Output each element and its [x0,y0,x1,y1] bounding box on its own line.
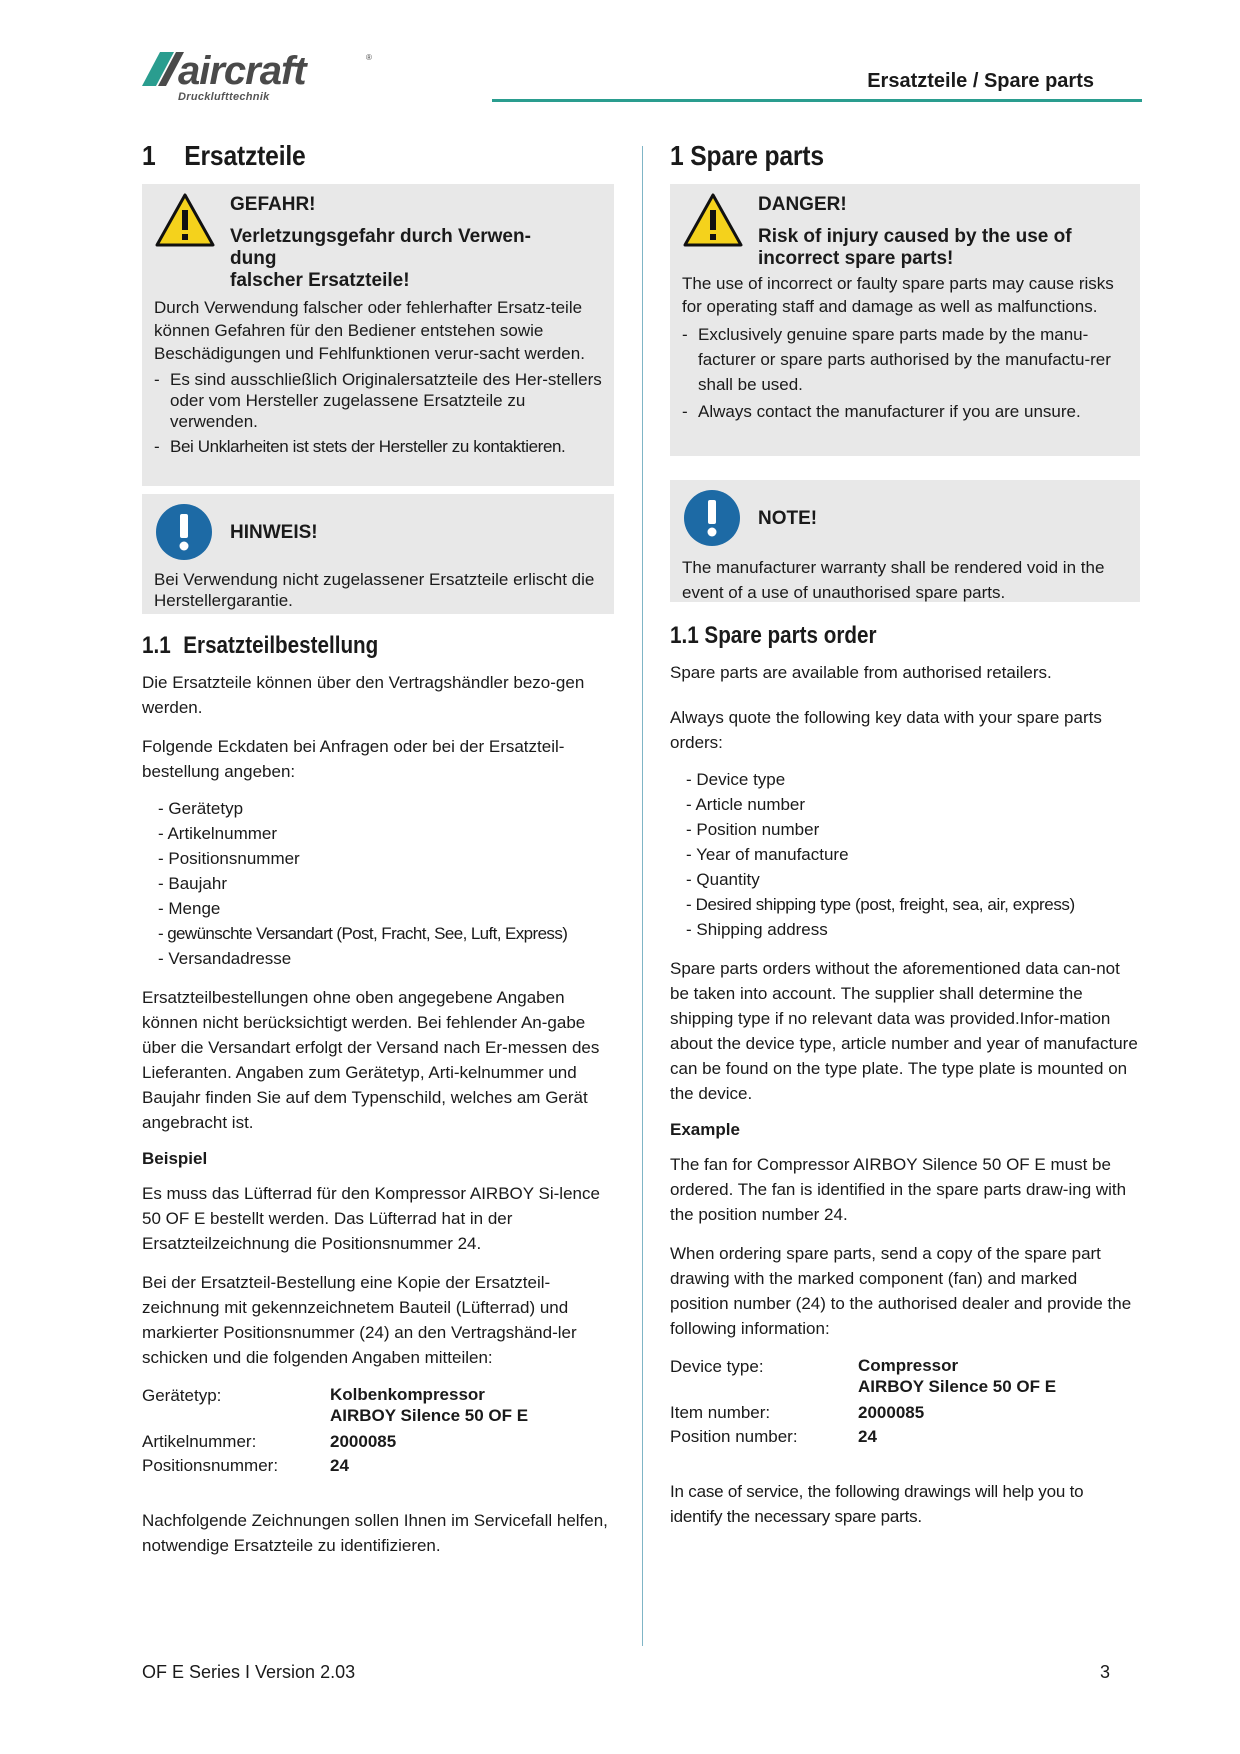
danger-title [230,226,602,292]
table-row [670,1397,1056,1425]
list-item: - Device type [686,767,1140,792]
list-item: - Positionsnummer [158,846,614,871]
danger-text: Durch Verwendung falscher oder fehlerhafter Ersatz-teile können Gefahren für den Bediener entstehen sowie Beschädigungen und Fehlfunktionen verur-sacht werden. [154,298,585,363]
paragraph: Nachfolgende Zeichnungen sollen Ihnen im Servicefall helfen, notwendige Ersatzteile zu identifizieren. [142,1511,608,1555]
list-item: - Gerätetyp [158,796,614,821]
example-label: Example [670,1120,740,1139]
danger-title-line1: Risk of injury caused by the use of [758,226,1072,247]
subsection-title: Ersatzteilbestellung [183,632,379,659]
paragraph: Ersatzteilbestellungen ohne oben angegebene Angaben können nicht berücksichtigt werden. Bei fehlender An-gabe über die Versandart erfolgt der Versand nach Er-messen des Lieferanten. Angaben zum Gerätetyp, Arti-kelnummer und Baujahr finden Sie auf dem Typenschild, welches am Gerät angebracht ist. [142,988,600,1132]
note-text: Bei Verwendung nicht zugelassener Ersatzteile erlischt die Herstellergarantie. [154,570,595,610]
paragraph: When ordering spare parts, send a copy of the spare part drawing with the marked component (fan) and marked position number (24) to the authorised dealer and provide the following information: [670,1244,1132,1338]
header-divider [492,99,1142,102]
paragraph: Always quote the following key data with your spare parts orders: [670,708,1102,752]
paragraph: Spare parts are available from authorised retailers. [670,663,1052,682]
info-exclamation-icon [154,502,230,567]
example-label: Beispiel [142,1149,208,1168]
section-number: 1 [142,140,156,171]
position-number-value: 24 [858,1427,877,1446]
device-type-line1: Kolbenkompressor [330,1385,485,1404]
key-data-list [686,767,1140,942]
paragraph: Die Ersatzteile können über den Vertragshändler bezo-gen werden. [142,673,585,717]
position-number-label: Positionsnummer: [142,1456,279,1475]
danger-title-line1: Verletzungsgefahr durch Verwen- [230,226,531,247]
column-divider [642,146,643,1646]
danger-text: The use of incorrect or faulty spare parts may cause risks for operating staff and damage as well as malfunctions. [682,274,1114,316]
list-item: - Position number [686,817,1140,842]
danger-title-line3: falscher Ersatzteile! [230,270,410,291]
subsection-heading [142,632,548,660]
danger-box [670,184,1140,456]
aircraft-logo [140,46,380,106]
danger-bullet: - Es sind ausschließlich Originalersatzteile des Her-stellers oder vom Hersteller zugelassene Ersatzteile zu verwenden. [154,369,602,432]
footer-version: OF E Series I Version 2.03 [142,1662,356,1682]
item-number-value: 2000085 [858,1403,925,1422]
device-type-value [330,1384,528,1426]
page-header-title: Ersatzteile / Spare parts [867,70,1094,92]
danger-signal-word: DANGER! [758,194,847,215]
position-number-value: 24 [330,1456,349,1475]
english-column [670,140,1140,1543]
list-item: - Desired shipping type (post, freight, sea, air, express) [686,892,1140,917]
section-heading [142,140,557,172]
danger-bullet: - Exclusively genuine spare parts made by the manu-facturer or spare parts authorised by the manufactu-rer shall be used. [682,322,1128,397]
logo-mark [140,46,380,96]
subsection-number: 1.1 [142,632,171,659]
list-item: - Artikelnummer [158,821,614,846]
item-number-label: Item number: [670,1403,771,1422]
list-item: - Versandadresse [158,946,614,971]
page-number: 3 [1099,1662,1110,1682]
device-type-line2: AIRBOY Silence 50 OF E [330,1406,529,1425]
list-item: - Menge [158,896,614,921]
table-row [670,1355,1056,1397]
note-signal-word: HINWEIS! [230,522,318,543]
device-type-label: Device type: [670,1357,764,1376]
list-item: - gewünschte Versandart (Post, Fracht, See, Luft, Express) [158,921,614,946]
paragraph: The fan for Compressor AIRBOY Silence 50 OF E must be ordered. The fan is identified in the spare parts draw-ing with the position number 24. [670,1155,1127,1224]
danger-box [142,184,614,486]
danger-signal-word: GEFAHR! [230,194,316,215]
list-item: - Year of manufacture [686,842,1140,867]
key-data-list [158,796,614,971]
note-box [670,480,1140,602]
info-exclamation-icon [682,488,758,553]
paragraph: Es muss das Lüfterrad für den Kompressor AIRBOY Si-lence 50 OF E bestellt werden. Das Lüfterrad hat in der Ersatzteilzeichnung die Positionsnummer 24. [142,1184,600,1253]
device-type-label: Gerätetyp: [142,1386,222,1405]
list-item: - Quantity [686,867,1140,892]
warning-triangle-icon [682,192,758,253]
list-item: - Shipping address [686,917,1140,942]
position-number-label: Position number: [670,1427,798,1446]
danger-title-line2: dung [230,248,277,269]
paragraph: In case of service, the following drawings will help you to identify the necessary spare parts. [670,1482,1084,1526]
danger-bullets [154,369,602,457]
note-signal-word: NOTE! [758,508,818,529]
danger-bullet: - Bei Unklarheiten ist stets der Hersteller zu kontaktieren. [154,436,602,457]
note-box [142,494,614,614]
table-row [670,1425,1056,1449]
list-item: - Baujahr [158,871,614,896]
paragraph: Folgende Eckdaten bei Anfragen oder bei der Ersatzteil-bestellung angeben: [142,737,565,781]
device-type-line2: AIRBOY Silence 50 OF E [858,1377,1057,1396]
danger-bullet: - Always contact the manufacturer if you are unsure. [682,401,1128,422]
table-row [142,1426,528,1454]
paragraph: Spare parts orders without the aforementioned data can-not be taken into account. The supplier shall determine the shipping type if no relevant data was provided.Infor-mation about the device type, article number and year of manufacture can be found on the type plate. The type plate is mounted on the device. [670,959,1138,1103]
note-text: The manufacturer warranty shall be rendered void in the event of a use of unauthorised spare parts. [682,558,1105,602]
section-title: Ersatzteile [184,140,306,171]
logo-subtitle: Drucklufttechnik [178,91,270,103]
german-column [142,140,614,1572]
subsection-heading: 1.1 Spare parts order [670,622,877,649]
device-type-value [858,1355,1056,1397]
article-number-value: 2000085 [330,1432,397,1451]
table-row [142,1384,528,1426]
danger-title-line2: incorrect spare parts! [758,248,954,269]
article-number-label: Artikelnummer: [142,1432,257,1451]
svg-text:®: ® [366,53,372,62]
danger-title [758,226,1128,270]
warning-triangle-icon [154,192,230,253]
svg-text:aircraft: aircraft [178,49,306,93]
list-item: - Article number [686,792,1140,817]
order-info-table [670,1355,1056,1449]
order-info-table [142,1384,528,1478]
device-type-line1: Compressor [858,1356,959,1375]
section-heading: 1 Spare parts [670,140,824,171]
paragraph: Bei der Ersatzteil-Bestellung eine Kopie der Ersatzteil-zeichnung mit gekennzeichnetem Bauteil (Lüfterrad) und markierter Positionsnummer (24) an den Vertragshänd-ler schicken und die folgenden Angaben mitteilen: [142,1273,577,1367]
table-row [142,1454,528,1478]
danger-bullets [682,322,1128,422]
